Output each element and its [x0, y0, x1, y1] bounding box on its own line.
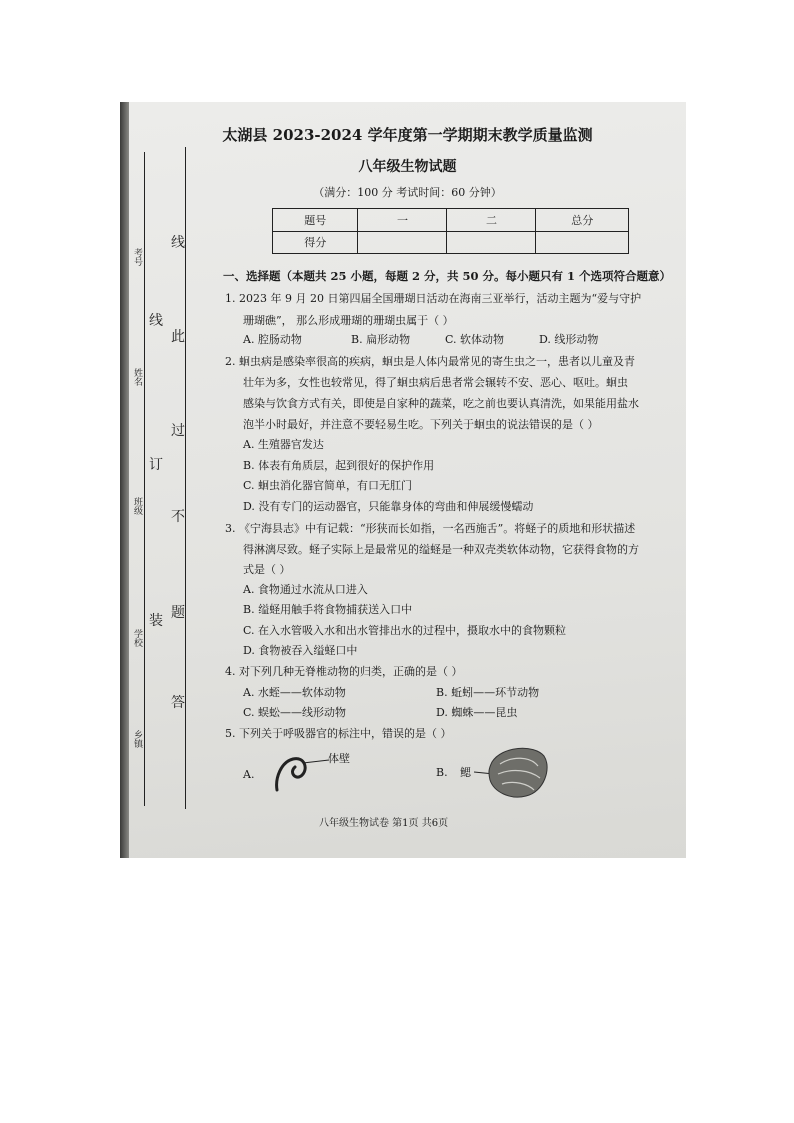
q4-stem: 4. 对下列几种无脊椎动物的归类，正确的是（ ）	[225, 665, 463, 678]
notice-char-3: 过	[171, 423, 185, 439]
score-table-header-row	[273, 209, 629, 232]
score-table-score-row	[273, 231, 629, 254]
field-township: 乡镇	[132, 730, 142, 748]
q2-stem-1: 2. 蛔虫病是感染率很高的疾病，蛔虫是人体内最常见的寄生虫之一，患者以儿童及青	[225, 355, 635, 368]
notice-char-5: 题	[171, 605, 185, 621]
gill-shape	[489, 748, 547, 797]
q2-option-b: B. 体表有角质层，起到很好的保护作用	[243, 459, 435, 472]
earthworm-body	[277, 759, 306, 790]
q1-stem-1: 1. 2023 年 9 月 20 日第四届全国珊瑚日活动在海南三亚举行，活动主题为“爱与守护	[225, 292, 642, 305]
margin-line-left	[144, 152, 145, 806]
score-table	[272, 208, 629, 254]
field-school: 学校	[132, 629, 142, 647]
exam-sheet	[129, 102, 686, 858]
photo-frame	[120, 102, 686, 858]
photo-shadow-edge	[120, 102, 129, 858]
score-table-header: 题号	[273, 209, 358, 232]
q1-option-b: B. 扁形动物	[351, 333, 411, 346]
q5-option-a: A.	[243, 768, 255, 781]
q3-stem-2: 得淋漓尽致。蛏子实际上是最常见的缢蛏是一种双壳类软体动物，它获得食物的方	[243, 543, 639, 556]
q3-stem-1: 3. 《宁海县志》中有记载：“形狭而长如指，一名西施舌”。将蛏子的质地和形状描述	[225, 522, 636, 535]
field-exam-number: 考号	[132, 248, 142, 266]
q4-option-d: D. 蜘蛛——昆虫	[436, 706, 518, 719]
q4-option-b: B. 蚯蚓——环节动物	[436, 686, 540, 699]
exam-subtitle: 八年级生物试题	[358, 159, 457, 175]
q3-option-c: C. 在入水管吸入水和出水管排出水的过程中，摄取水中的食物颗粒	[243, 624, 567, 637]
q3-stem-3: 式是（ ）	[243, 563, 291, 576]
score-cell[interactable]	[447, 231, 536, 254]
q1-option-a: A. 腔肠动物	[243, 333, 302, 346]
score-table-header: 二	[447, 209, 536, 232]
mark-staple: 装	[149, 613, 163, 629]
score-cell[interactable]	[358, 231, 447, 254]
q4-option-c: C. 蜈蚣——线形动物	[243, 706, 347, 719]
score-table-header: 一	[358, 209, 447, 232]
field-class: 班级	[132, 497, 142, 515]
q5-label-body-wall: 体壁	[328, 752, 350, 765]
exam-info: （满分：100 分 考试时间：60 分钟）	[313, 186, 502, 199]
page-footer: 八年级生物试卷 第1页 共6页	[319, 818, 449, 829]
q3-option-b: B. 缢蛏用触手将食物捕获送入口中	[243, 603, 413, 616]
q5-option-b: B.	[436, 766, 448, 779]
q5-stem: 5. 下列关于呼吸器官的标注中，错误的是（ ）	[225, 727, 452, 740]
q2-stem-3: 感染与饮食方式有关，即使是自家种的蔬菜，吃之前也要认真清洗，如果能用盐水	[243, 397, 639, 410]
gill-figure	[474, 742, 554, 800]
q2-option-c: C. 蛔虫消化器官简单，有口无肛门	[243, 479, 413, 492]
q2-stem-2: 壮年为多，女性也较常见，得了蛔虫病后患者常会辗转不安、恶心、呕吐。蛔虫	[243, 376, 628, 389]
q1-option-d: D. 线形动物	[539, 333, 599, 346]
score-cell[interactable]	[536, 231, 629, 254]
notice-char-4: 不	[171, 509, 185, 525]
score-row-label: 得分	[273, 231, 358, 254]
exam-title: 太湖县 2023-2024 学年度第一学期期末教学质量监测	[222, 126, 593, 144]
q3-option-d: D. 食物被吞入缢蛏口中	[243, 644, 358, 657]
label-pointer-a	[303, 760, 329, 763]
q5-label-gill: 鳃	[460, 766, 471, 779]
q2-option-a: A. 生殖器官发达	[243, 438, 324, 451]
section-heading: 一、选择题（本题共 25 小题，每题 2 分，共 50 分。每小题只有 1 个选项符合题意）	[223, 269, 672, 283]
q1-option-c: C. 软体动物	[445, 333, 505, 346]
q1-stem-2: 珊瑚礁”， 那么形成珊瑚的珊瑚虫属于（ ）	[243, 314, 454, 327]
margin-line-right	[185, 147, 186, 809]
notice-char-2: 此	[171, 329, 185, 345]
notice-char-6: 答	[171, 695, 185, 711]
q3-option-a: A. 食物通过水流从口进入	[243, 583, 368, 596]
field-name: 姓名	[132, 368, 142, 386]
q2-option-d: D. 没有专门的运动器官，只能靠身体的弯曲和伸展缓慢蠕动	[243, 500, 534, 513]
q2-stem-4: 泡半小时最好，并注意不要轻易生吃。下列关于蛔虫的说法错误的是（ ）	[243, 418, 599, 431]
q4-option-a: A. 水蛭——软体动物	[243, 686, 346, 699]
mark-bind: 订	[149, 457, 163, 473]
notice-char-1: 线	[171, 235, 185, 251]
mark-line: 线	[149, 313, 163, 329]
score-table-header: 总分	[536, 209, 629, 232]
